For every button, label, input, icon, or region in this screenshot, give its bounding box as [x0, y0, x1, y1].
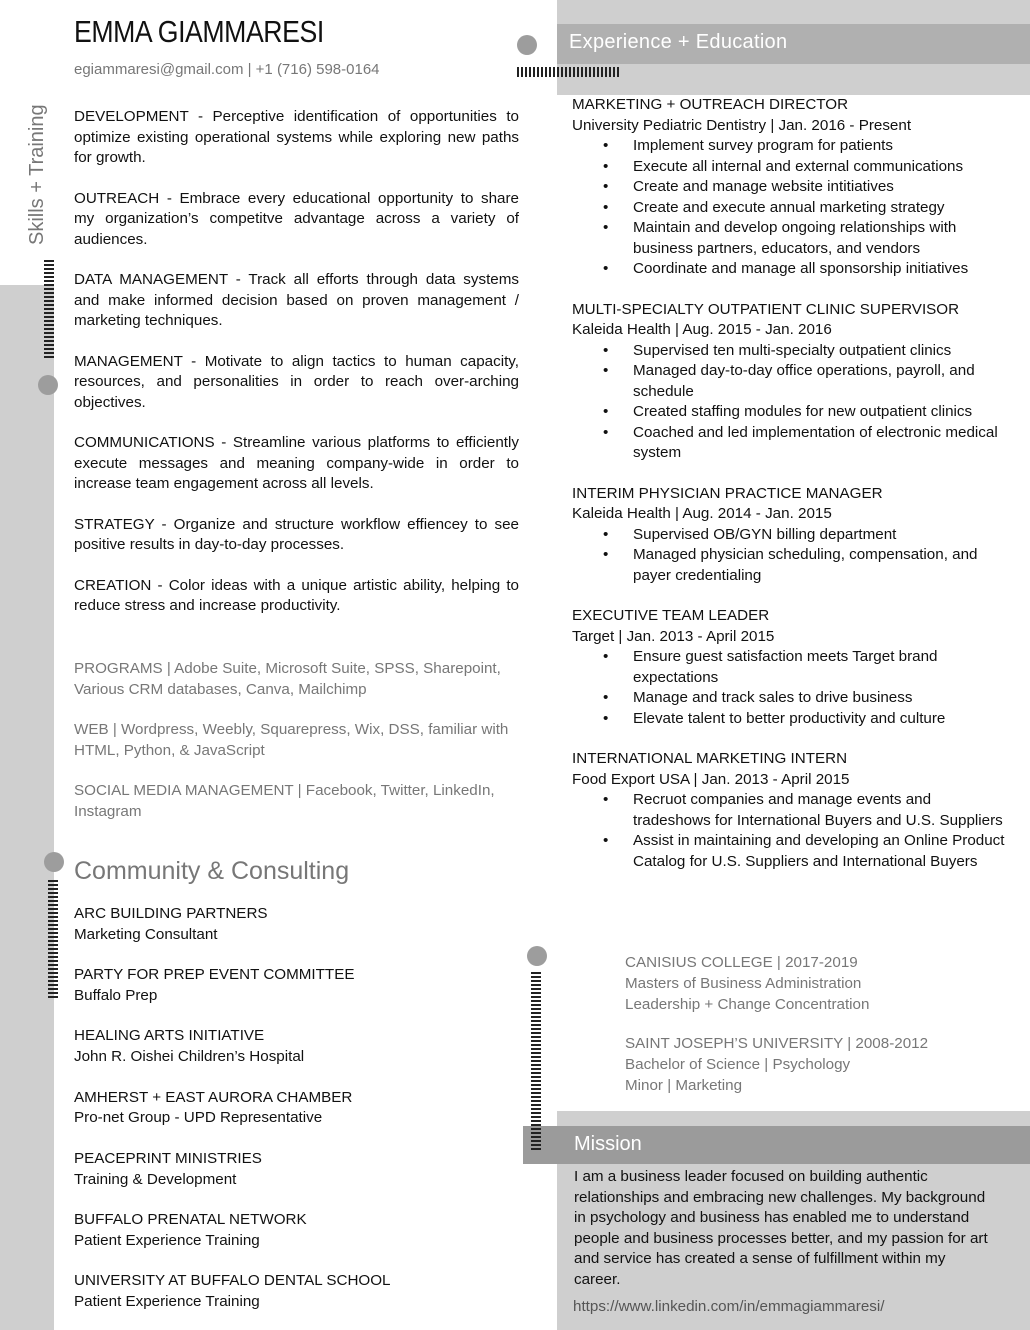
- job-org: University Pediatric Dentistry | Jan. 2016 - Present: [572, 116, 912, 134]
- community-section-title: Community & Consulting: [74, 857, 350, 885]
- person-name: EMMA GIAMMARESI: [74, 14, 324, 49]
- experience-dot-icon: [517, 35, 537, 55]
- job-bullet: • Create and execute annual marketing strategy: [633, 198, 1012, 219]
- community-item: [74, 1271, 514, 1313]
- left-gray-band: [0, 285, 54, 1330]
- community-org: PARTY FOR PREP EVENT COMMITTEE: [74, 966, 355, 984]
- skill-item: DATA MANAGEMENT - Track all efforts through data systems and make informed decision based on proven management / marketing techniques.: [74, 271, 519, 329]
- job-entry: [572, 749, 1012, 872]
- community-org: HEALING ARTS INITIATIVE: [74, 1027, 265, 1045]
- job-org: Kaleida Health | Aug. 2014 - Jan. 2015: [572, 505, 832, 522]
- job-bullet: • Execute all internal and external communications: [633, 157, 1012, 178]
- job-entry: [572, 606, 1012, 729]
- education-list: [625, 953, 1025, 1116]
- job-entry: [572, 95, 1012, 280]
- job-title: MARKETING + OUTREACH DIRECTOR: [572, 96, 849, 113]
- education-degree: Masters of Business Administration: [625, 974, 862, 992]
- job-entry: [572, 300, 1012, 464]
- skill-item: DEVELOPMENT - Perceptive identification of opportunities to optimize existing operational systems while exploring new paths for growth.: [74, 108, 519, 166]
- skills-dot-icon: [38, 375, 58, 395]
- job-bullet: • Recruot companies and manage events and tradeshows for International Buyers and U.S. Suppliers: [633, 790, 1012, 831]
- education-item: [625, 953, 1025, 1015]
- community-item: [74, 1210, 514, 1252]
- community-role: Training & Development: [74, 1170, 237, 1188]
- job-bullet: • Managed physician scheduling, compensation, and payer credentialing: [633, 545, 1012, 586]
- skills-ticks: [44, 260, 54, 360]
- community-role: Patient Experience Training: [74, 1231, 260, 1249]
- tool-item: PROGRAMS | Adobe Suite, Microsoft Suite, SPSS, Sharepoint, Various CRM databases, Canva, Mailchimp: [74, 660, 501, 698]
- tool-item: SOCIAL MEDIA MANAGEMENT | Facebook, Twitter, LinkedIn, Instagram: [74, 782, 495, 820]
- job-bullet: • Coached and led implementation of electronic medical system: [633, 423, 1012, 464]
- job-bullet: • Implement survey program for patients: [633, 136, 1012, 157]
- job-title: INTERIM PHYSICIAN PRACTICE MANAGER: [572, 484, 883, 502]
- job-bullet: • Supervised OB/GYN billing department: [633, 525, 1012, 546]
- job-title: MULTI-SPECIALTY OUTPATIENT CLINIC SUPERVISOR: [572, 300, 960, 318]
- job-org: Target | Jan. 2013 - April 2015: [572, 627, 775, 645]
- job-bullet: • Maintain and develop ongoing relationships with business partners, educators, and vendors: [633, 218, 1012, 259]
- skills-list: [74, 107, 519, 637]
- education-dot-icon: [527, 946, 547, 966]
- job-bullet: • Elevate talent to better productivity and culture: [633, 709, 1012, 730]
- community-item: [74, 965, 514, 1007]
- job-bullet: • Managed day-to-day office operations, payroll, and schedule: [633, 361, 1012, 402]
- community-item: [74, 1026, 514, 1068]
- community-ticks: [48, 880, 58, 998]
- job-bullet: • Ensure guest satisfaction meets Target brand expectations: [633, 647, 1012, 688]
- job-bullets: [633, 525, 1012, 587]
- community-dot-icon: [44, 852, 64, 872]
- job-bullet: • Coordinate and manage all sponsorship initiatives: [633, 259, 1012, 280]
- community-org: AMHERST + EAST AURORA CHAMBER: [74, 1088, 353, 1106]
- jobs-list: [572, 95, 1012, 892]
- job-title: EXECUTIVE TEAM LEADER: [572, 607, 770, 624]
- job-bullet: • Assist in maintaining and developing an Online Product Catalog for U.S. Suppliers and International Buyers: [633, 831, 1012, 872]
- education-degree: Bachelor of Science | Psychology: [625, 1056, 851, 1074]
- community-role: Marketing Consultant: [74, 925, 218, 943]
- job-bullets: [633, 341, 1012, 464]
- tool-item: WEB | Wordpress, Weebly, Squarepress, Wix, DSS, familiar with HTML, Python, & JavaScript: [74, 721, 509, 759]
- skill-item: STRATEGY - Organize and structure workflow effiencey to see positive results in day-to-day processes.: [74, 515, 519, 553]
- community-org: BUFFALO PRENATAL NETWORK: [74, 1210, 307, 1228]
- contact-info: egiammaresi@gmail.com | +1 (716) 598-0164: [74, 61, 380, 78]
- job-bullets: [633, 647, 1012, 729]
- community-org: UNIVERSITY AT BUFFALO DENTAL SCHOOL: [74, 1272, 391, 1290]
- education-school: CANISIUS COLLEGE | 2017-2019: [625, 954, 858, 971]
- job-bullets: [633, 790, 1012, 872]
- education-detail: Minor | Marketing: [625, 1076, 743, 1094]
- community-role: Buffalo Prep: [74, 986, 158, 1004]
- skill-item: COMMUNICATIONS - Streamline various platforms to efficiently execute messages and meaning company-wide in order to increase team engagement across all levels.: [74, 434, 519, 492]
- community-role: Pro-net Group - UPD Representative: [74, 1109, 323, 1127]
- tools-list: [74, 659, 514, 842]
- community-item: [74, 1088, 514, 1130]
- mission-statement: I am a business leader focused on building authentic relationships and embracing new challenges. My background in psychology and business has enabled me to understand people and business processes better, and my passion for art and service has created a sense of fulfillment within my career.: [574, 1168, 988, 1288]
- linkedin-link[interactable]: https://www.linkedin.com/in/emmagiammaresi/: [573, 1298, 885, 1315]
- skills-section-label: Skills + Training: [26, 104, 48, 245]
- skill-item: OUTREACH - Embrace every educational opportunity to share my organization’s competitve advantage across a variety of audiences.: [74, 189, 519, 248]
- community-role: John R. Oishei Children’s Hospital: [74, 1048, 305, 1066]
- community-item: [74, 1149, 514, 1191]
- job-bullets: [633, 136, 1012, 280]
- education-school: SAINT JOSEPH’S UNIVERSITY | 2008-2012: [625, 1035, 929, 1053]
- job-org: Kaleida Health | Aug. 2015 - Jan. 2016: [572, 321, 832, 338]
- mission-section-title: Mission: [574, 1133, 642, 1155]
- education-item: [625, 1034, 1025, 1096]
- job-title: INTERNATIONAL MARKETING INTERN: [572, 750, 848, 767]
- job-bullet: • Create and manage website intitiatives: [633, 177, 1012, 198]
- community-list: [74, 904, 514, 1330]
- community-role: Patient Experience Training: [74, 1292, 260, 1310]
- job-bullet: • Supervised ten multi-specialty outpatient clinics: [633, 341, 1012, 362]
- skill-item: CREATION - Color ideas with a unique artistic ability, helping to reduce stress and increase productivity.: [74, 576, 519, 614]
- community-org: ARC BUILDING PARTNERS: [74, 905, 268, 922]
- experience-section-title: Experience + Education: [569, 31, 788, 53]
- community-item: [74, 904, 514, 946]
- experience-ticks: [517, 67, 620, 77]
- skill-item: MANAGEMENT - Motivate to align tactics to human capacity, resources, and personalities in order to reach over-arching objectives.: [74, 352, 519, 411]
- job-bullet: • Manage and track sales to drive business: [633, 688, 1012, 709]
- job-org: Food Export USA | Jan. 2013 - April 2015: [572, 770, 850, 788]
- job-entry: [572, 484, 1012, 587]
- education-detail: Leadership + Change Concentration: [625, 995, 870, 1013]
- job-bullet: • Created staffing modules for new outpatient clinics: [633, 402, 1012, 423]
- education-ticks: [531, 972, 541, 1152]
- community-org: PEACEPRINT MINISTRIES: [74, 1149, 262, 1167]
